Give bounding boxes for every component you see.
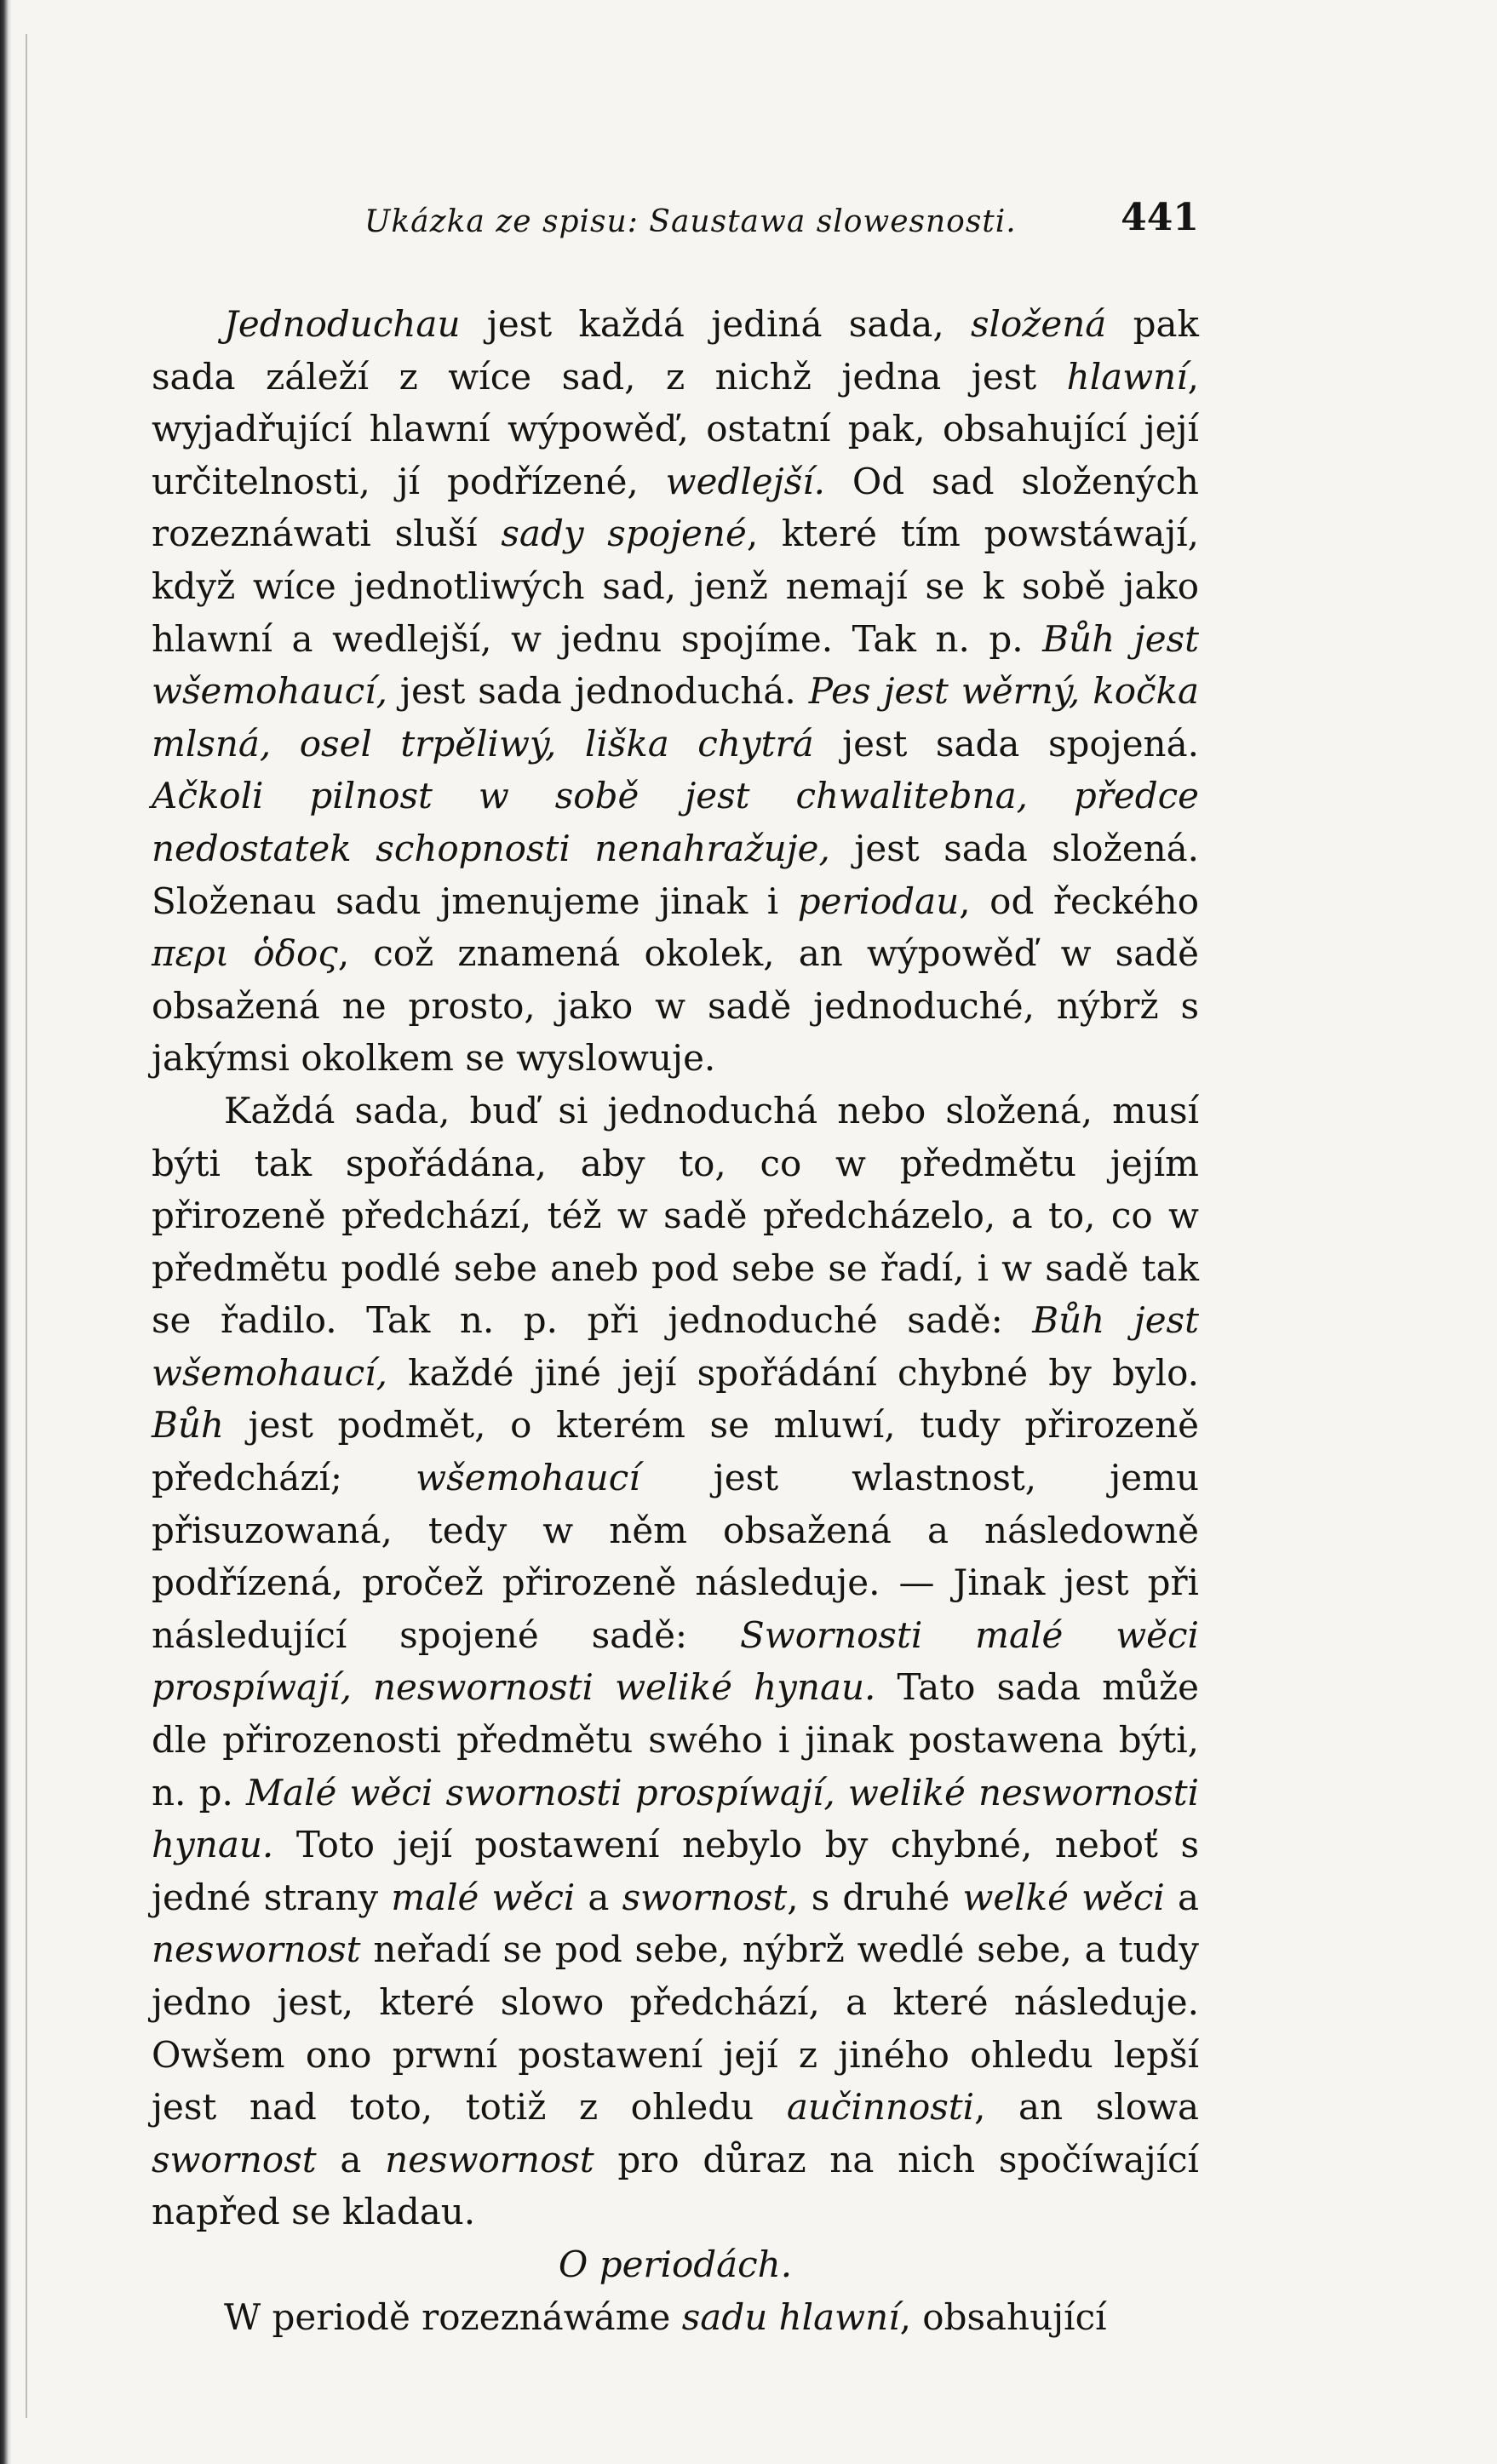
text-run: jest sada jednoduchá. [387,670,809,713]
italic-term: Pes jest wěrný, kočka mlsná, osel trpěliwý, liška chytrá [152,670,1199,765]
section-heading: O periodách. [558,2243,793,2285]
text-run: neřadí se pod sebe, nýbrž wedlé sebe, a tudy jedno jest, které slowo předchází, a které následuje. Owšem ono prwní postawení její z jiného ohledu lepší jest nad toto, totiž z ohledu [152,1928,1199,2129]
italic-term: Swornosti malé wěci prospíwají, neswornosti weliké hynau. [152,1613,1199,1709]
text-run: , což znamená okolek, an wýpowěď w sadě obsažená ne prosto, jako w sadě jednoduché, nýbrž s jakýmsi okolkem se wyslowuje. [152,932,1199,1080]
book-page [152,196,1199,2343]
text-run: a [316,2138,386,2180]
text-run: Každá sada, buď si jednoduchá nebo složená, musí býti tak spořádána, aby to, co w předmětu jejím přirozeně předchází, též w sadě předcházelo, a to, co w předmětu podlé sebe aneb pod sebe se řadí, i w sadě tak se řadilo. Tak n. p. při jednoduché sadě: [152,1089,1199,1342]
italic-term: welké wěci [962,1876,1165,1918]
italic-term: sady spojené [501,513,747,555]
italic-term: Jednoduchau [224,303,461,345]
running-title: Ukázka ze spisu: Saustawa slowesnosti. [364,204,1017,239]
text-run: pro důraz na nich spočíwající napřed se kladau. [152,2138,1199,2233]
text-run: W periodě rozeznáwáme [224,2295,682,2338]
text-run: jest každá jediná sada, [460,303,971,345]
italic-term: wedlejší. [665,460,825,502]
text-run: Od sad složených rozeznáwati sluší [152,460,1199,555]
italic-term: Bůh jest wšemohaucí, [152,1299,1199,1394]
italic-term: Bůh [152,1404,224,1447]
italic-term: περι ὁδος [152,932,338,975]
italic-term: hlawní [1066,355,1188,398]
italic-term: malé wěci [391,1876,576,1918]
paragraph-3 [152,2291,1199,2344]
text-run: , s druhé [787,1876,963,1918]
italic-term: složená [970,303,1107,345]
italic-term: Bůh jest wšemohaucí, [152,617,1199,713]
text-run: pak sada záleží z wíce sad, z nichž jedna jest [152,303,1199,398]
text-run: , wyjadřující hlawní wýpowěď, ostatní pak, obsahující její určitelnosti, jí podřízené, [152,355,1199,502]
italic-term: swornost [622,1876,788,1918]
text-run: jest sada složená. Složenau sadu jmenujeme jinak i [152,827,1200,922]
text-run: jest wlastnost, jemu přisuzowaná, tedy w něm obsažená a následowně podřízená, pročež přirozeně následuje. — Jinak jest při následující spojené sadě: [152,1457,1199,1656]
italic-term: aučinnosti [786,2086,975,2129]
text-run: , an slowa [974,2086,1199,2129]
italic-term: swornost [152,2138,317,2180]
paragraph-1 [152,298,1199,1085]
running-header [152,196,1199,264]
text-run: a [1164,1876,1200,1918]
italic-term: sadu hlawní [681,2295,900,2338]
text-run: jest podmět, o kterém se mluwí, tudy přirozeně předchází; [152,1404,1199,1499]
italic-term: neswornost [152,1928,361,1971]
scan-fold-line [26,34,27,2418]
italic-term: Ačkoli pilnost w sobě jest chwalitebna, předce nedostatek schopnosti nenahražuje, [152,775,1199,869]
text-run: a [575,1876,622,1918]
text-run: , které tím powstáwají, když wíce jednotliwých sad, jenž nemají se k sobě jako hlawní a wedlejší, w jednu spojíme. Tak n. p. [152,513,1199,660]
italic-term: neswornost [385,2138,594,2180]
scan-border [0,0,12,2464]
text-run: , obsahující [899,2295,1107,2338]
paragraph-2 [152,1085,1199,2238]
text-run: Toto její postawení nebylo by chybné, neboť s jedné strany [152,1824,1199,1918]
text-run: každé jiné její spořádání chybné by bylo. [387,1351,1199,1394]
text-run: jest sada spojená. [813,722,1199,765]
italic-term: periodau [797,880,960,922]
italic-term: wšemohaucí [416,1457,640,1499]
text-run: Tato sada může dle přirozenosti předmětu swého i jinak postawena býti, n. p. [152,1666,1200,1814]
text-run: , od řeckého [959,880,1200,922]
italic-term: Malé wěci swornosti prospíwají, weliké neswornosti hynau. [152,1771,1200,1866]
page-number: 441 [1121,196,1199,239]
